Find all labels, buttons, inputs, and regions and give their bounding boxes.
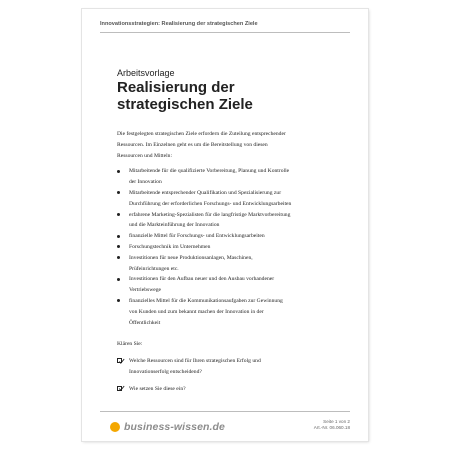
list-item xyxy=(117,274,342,296)
list-item xyxy=(117,253,342,275)
bullet-icon xyxy=(117,245,120,248)
logo-text: business-wissen.de xyxy=(124,421,226,433)
list-item xyxy=(117,296,342,328)
list-item-line: Vertriebswege xyxy=(129,287,161,294)
list-item-line: von Kunden und zum bekannt machen der Innovation in der xyxy=(129,308,264,315)
bullet-icon xyxy=(117,170,120,173)
bullet-icon xyxy=(117,256,120,259)
checklist-item-line: Wie setzen Sie diese ein? xyxy=(129,385,186,392)
list-item-line: Forschungstechnik im Unternehmen xyxy=(129,243,211,250)
checkbox-checked-icon xyxy=(117,386,122,391)
list-item xyxy=(117,210,342,232)
title-line: Realisierung der xyxy=(117,79,235,96)
article-number: Art.-Nr. 06.060.18 xyxy=(313,425,350,431)
footer-divider xyxy=(100,411,350,412)
document-page xyxy=(82,9,368,441)
list-item-line: erfahrene Marketing-Spezialisten für die langfristige Marktvorbereitung xyxy=(129,211,291,218)
bullet-icon xyxy=(117,278,120,281)
checklist-item-line: Welche Ressourcen sind für Ihren strategischen Erfolg und xyxy=(129,358,261,365)
list-item-line: Mitarbeitende für die qualifizierte Vorbereitung, Planung und Kontrolle xyxy=(129,168,290,175)
running-header: Innovationsstrategien: Realisierung der strategischen Ziele xyxy=(100,21,350,33)
bullet-icon xyxy=(117,191,120,194)
list-item-line: der Innovation xyxy=(129,179,162,186)
bullet-icon xyxy=(117,299,120,302)
list-item xyxy=(117,188,342,210)
list-item-line: Öffentlichkeit xyxy=(129,319,161,326)
intro-line: Ressourcen. Im Einzelnen geht es um die Bereitstellung von diesen xyxy=(117,141,268,148)
bullet-icon xyxy=(117,235,120,238)
list-item xyxy=(117,242,342,253)
document-title xyxy=(117,80,253,113)
list-item xyxy=(117,231,342,242)
document-body xyxy=(117,129,342,401)
list-item-line: finanzielles Mittel für die Kommunikationsaufgaben zur Gewinnung xyxy=(129,297,283,304)
list-item xyxy=(117,166,342,188)
checklist-item xyxy=(117,384,342,395)
list-item-line: und die Markteinführung der Innovation xyxy=(129,222,220,229)
checklist xyxy=(117,356,342,394)
business-wissen-logo xyxy=(110,419,225,435)
checkbox-checked-icon xyxy=(117,358,122,363)
list-item-line: finanzielle Mittel für Forschungs- und Entwicklungsarbeiten xyxy=(129,233,265,240)
list-item-line: Mitarbeitende entsprechender Qualifikation und Spezialisierung zur xyxy=(129,189,282,196)
logo-dot-icon xyxy=(110,422,120,432)
title-line: strategischen Ziele xyxy=(117,95,253,113)
list-item-line: Prüfeinrichtungen etc. xyxy=(129,265,179,272)
intro-line: Die festgelegten strategischen Ziele erfordern die Zuteilung entsprechender xyxy=(117,131,286,137)
document-kicker: Arbeitsvorlage xyxy=(117,68,175,78)
klaeren-label: Klären Sie: xyxy=(117,341,143,348)
list-item-line: Investitionen für neue Produktionsanlagen, Maschinen, xyxy=(129,254,253,261)
checklist-item xyxy=(117,356,342,378)
list-item-line: Investitionen für den Aufbau neuer und den Ausbau vorhandener xyxy=(129,276,275,283)
bullet-icon xyxy=(117,213,120,216)
intro-line: Ressourcen und Mitteln: xyxy=(117,152,172,159)
page-meta xyxy=(314,419,350,432)
checklist-item-line: Innovationserfolg entscheidend? xyxy=(129,368,202,375)
resource-list xyxy=(117,166,342,328)
page-number: Seite 1 von 2 xyxy=(323,419,350,424)
list-item-line: Durchführung der erforderlichen Forschungs- und Entwicklungsarbeiten xyxy=(129,200,292,207)
intro-paragraph xyxy=(117,129,342,161)
